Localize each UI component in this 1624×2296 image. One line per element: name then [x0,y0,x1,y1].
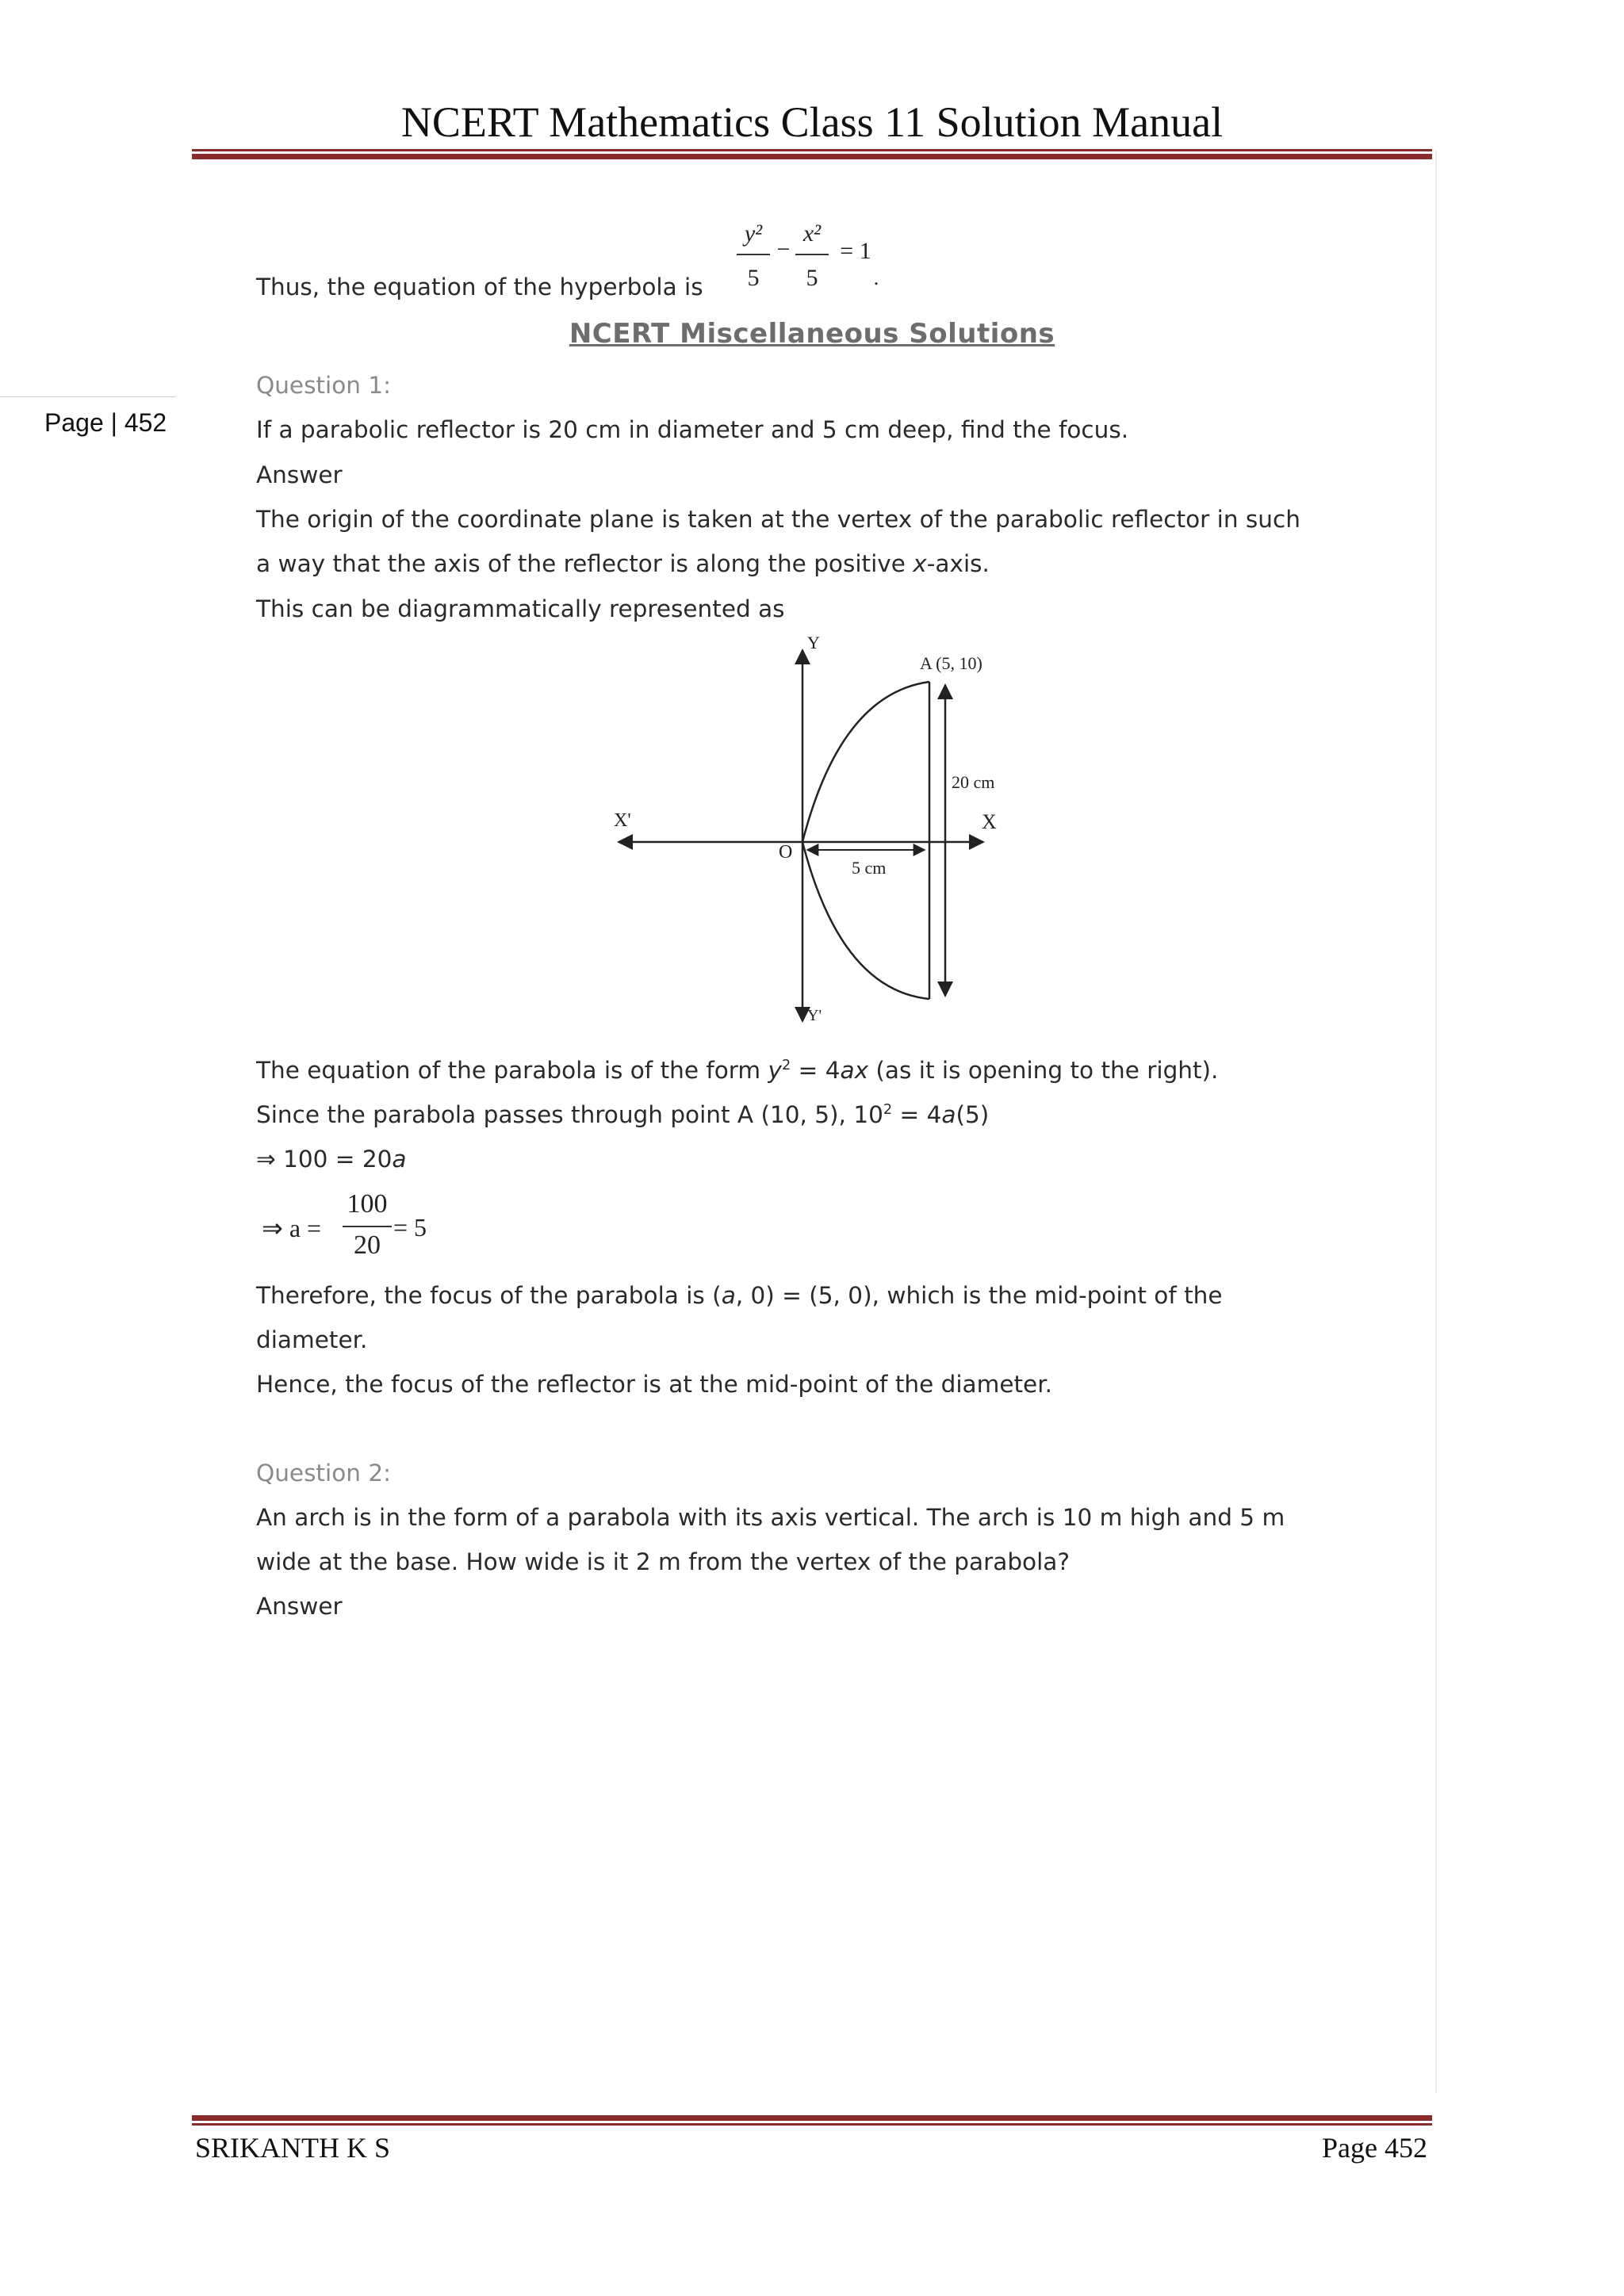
a-fraction-equation [262,1189,468,1269]
therefore-line-2: diameter. [256,1326,368,1353]
label-y: Y [807,633,820,652]
frac-bar [343,1226,392,1227]
term2-bar [795,254,829,255]
frac-numerator: 100 [347,1189,388,1219]
term1-denominator: 5 [747,265,760,291]
minus-sign: − [776,236,791,262]
term1-numerator: y² [744,220,763,247]
side-page-label: Page | 452 [44,408,167,437]
frac-denominator: 20 [354,1230,381,1260]
label-5cm: 5 cm [852,858,887,878]
since-line [256,1099,989,1131]
answer-1-line-1: The origin of the coordinate plane is taken at the vertex of the parabolic reflector in such [256,506,1300,533]
parabola-diagram-svg [603,634,1015,1039]
intro-text: Thus, the equation of the hyperbola is [256,274,703,300]
since-text-c: (5) [956,1101,990,1128]
footer-rule-thick [192,2115,1432,2121]
term1-bar [737,254,770,255]
parabola-curve [802,682,929,999]
footer-rule-thin [192,2123,1432,2126]
eq-text-c: (as it is opening to the right). [868,1057,1219,1084]
footer-author: SRIKANTH K S [195,2132,391,2164]
therefore-a-var: a [721,1282,736,1309]
eq-y-var: y [768,1057,782,1084]
label-origin: O [779,842,793,863]
label-point-a: A (5, 10) [920,653,982,673]
question-1-text: If a parabolic reflector is 20 cm in diameter and 5 cm deep, find the focus. [256,416,1129,443]
equation-rhs: = 1 [840,238,871,264]
header-rule-thin [192,149,1432,151]
answer-2-label: Answer [256,1593,343,1620]
hence-line: Hence, the focus of the reflector is at the mid-point of the diameter. [256,1371,1053,1398]
term2-numerator: x² [802,220,822,247]
line2-text-a: a way that the axis of the reflector is along the positive [256,550,914,577]
equation-period: . [873,266,879,289]
implies-text: ⇒ 100 = 20 [256,1146,393,1173]
scan-edge [1435,151,1437,2093]
side-page-tab [0,396,176,437]
eq-text-a: The equation of the parabola is of the form [256,1057,768,1084]
since-text-a: Since the parabola passes through point A (10, 5), 10 [256,1101,883,1128]
footer-page-number: Page 452 [1322,2132,1427,2164]
implies-a-var: a [392,1146,407,1173]
frac-lhs: ⇒ a = [262,1214,322,1242]
therefore-text-a: Therefore, the focus of the parabola is ( [256,1282,722,1309]
page-header-title: NCERT Mathematics Class 11 Solution Manual [400,98,1224,146]
question-2-line-2: wide at the base. How wide is it 2 m from the vertex of the parabola? [256,1548,1071,1575]
question-2-label: Question 2: [256,1460,392,1487]
question-2-line-1: An arch is in the form of a parabola with its axis vertical. The arch is 10 m high and 5 m [256,1504,1285,1531]
frac-rhs: = 5 [393,1213,427,1242]
therefore-line [256,1280,1223,1311]
implies-line [256,1143,407,1175]
section-heading: NCERT Miscellaneous Solutions [569,318,1055,350]
since-text-b: = 4 [892,1101,942,1128]
label-x-prime: X' [614,810,631,831]
parabola-diagram [603,634,1015,1039]
hyperbola-equation [733,220,892,300]
line2-x-var: x [913,550,927,577]
therefore-text-b: , 0) = (5, 0), which is the mid-point of the [735,1282,1223,1309]
parabola-form-line [256,1054,1218,1086]
label-20cm: 20 cm [952,772,995,792]
since-a-var: a [941,1101,956,1128]
line2-text-b: -axis. [926,550,990,577]
header-rule-thick [192,154,1432,159]
label-x: X [982,810,997,833]
eq-text-b: = 4 [791,1057,841,1084]
answer-1-label: Answer [256,461,343,488]
label-y-prime: Y' [807,1007,822,1024]
since-exponent: 2 [883,1102,893,1119]
answer-1-line-3: This can be diagrammatically represented as [256,595,785,622]
answer-1-line-2 [256,548,990,580]
question-1-label: Question 1: [256,372,392,399]
eq-exponent: 2 [781,1058,791,1074]
term2-denominator: 5 [806,265,818,291]
eq-ax-var: ax [840,1057,869,1084]
